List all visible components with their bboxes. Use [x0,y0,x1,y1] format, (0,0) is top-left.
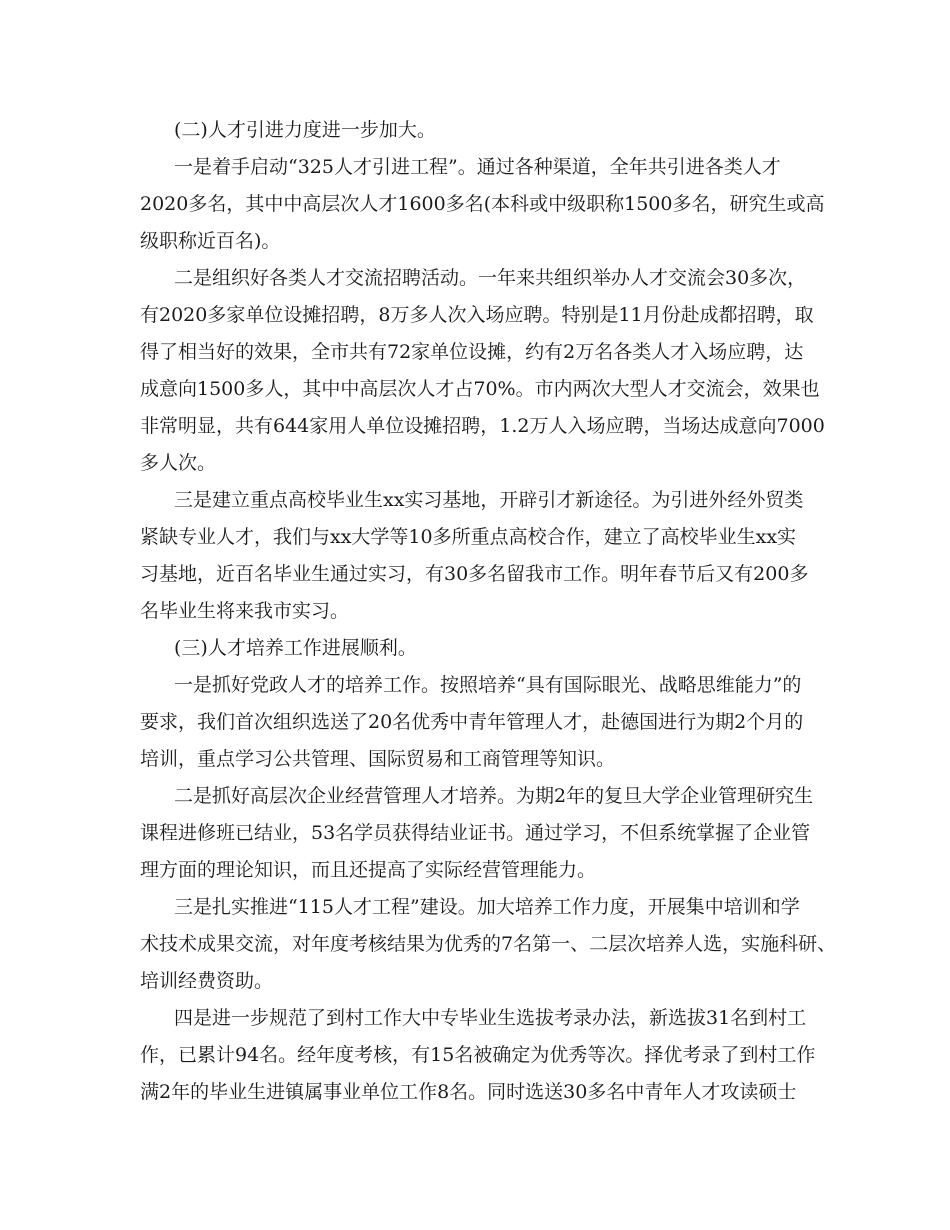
paragraph-line: 多人次。 [140,452,217,474]
paragraph-line: 名毕业生将来我市实习。 [140,600,350,622]
paragraph-line: 四是进一步规范了到村工作大中专毕业生选拔考录办法，新选拔31名到村工 [174,1007,807,1029]
paragraph-line: 满2年的毕业生进镇属事业单位工作8名。同时选送30多名中青年人才攻读硕士 [140,1081,797,1103]
paragraph-line: 课程进修班已结业，53名学员获得结业证书。通过学习，不但系统掌握了企业管 [140,822,811,844]
section-heading: (二)人才引进力度进一步加大。 [174,119,436,141]
paragraph-line: 理方面的理论知识，而且还提高了实际经营管理能力。 [140,859,597,881]
section-heading: (三)人才培养工作进展顺利。 [174,637,417,659]
paragraph-line: 作，已累计94名。经年度考核，有15名被确定为优秀等次。择优考录了到村工作 [140,1044,816,1066]
paragraph-line: 要求，我们首次组织选送了20名优秀中青年管理人才，赴德国进行为期2个月的 [140,711,804,733]
paragraph-line: 2020多名，其中中高层次人才1600多名(本科或中级职称1500多名，研究生或高 [140,193,825,215]
paragraph-line: 成意向1500多人，其中中高层次人才占70%。市内两次大型人才交流会，效果也 [140,378,820,400]
paragraph-line: 二是组织好各类人才交流招聘活动。一年来共组织举办人才交流会30多次， [174,267,807,289]
paragraph-line: 一是着手启动“325人才引进工程”。通过各种渠道，全年共引进各类人才 [174,156,781,178]
paragraph-line: 三是建立重点高校毕业生xx实习基地，开辟引才新途径。为引进外经外贸类 [174,489,804,511]
paragraph-line: 非常明显，共有644家用人单位设摊招聘，1.2万人入场应聘，当场达成意向7000 [140,415,825,437]
paragraph-line: 习基地，近百名毕业生通过实习，有30多名留我市工作。明年春节后又有200多 [140,563,809,585]
paragraph-line: 术技术成果交流，对年度考核结果为优秀的7名第一、二层次培养人选，实施科研、 [140,933,837,955]
paragraph-line: 得了相当好的效果，全市共有72家单位设摊，约有2万名各类人才入场应聘，达 [140,341,804,363]
paragraph-line: 三是扎实推进“115人才工程”建设。加大培养工作力度，开展集中培训和学 [174,896,800,918]
paragraph-line: 培训，重点学习公共管理、国际贸易和工商管理等知识。 [140,748,616,770]
paragraph-line: 培训经费资助。 [140,970,274,992]
paragraph-line: 一是抓好党政人才的培养工作。按照培养“具有国际眼光、战略思维能力”的 [174,674,802,696]
paragraph-line: 二是抓好高层次企业经营管理人才培养。为期2年的复旦大学企业管理研究生 [174,785,814,807]
paragraph-line: 级职称近百名)。 [140,230,281,252]
paragraph-line: 有2020多家单位设摊招聘，8万多人次入场应聘。特别是11月份赴成都招聘，取 [140,304,814,326]
paragraph-line: 紧缺专业人才，我们与xx大学等10多所重点高校合作，建立了高校毕业生xx实 [140,526,797,548]
